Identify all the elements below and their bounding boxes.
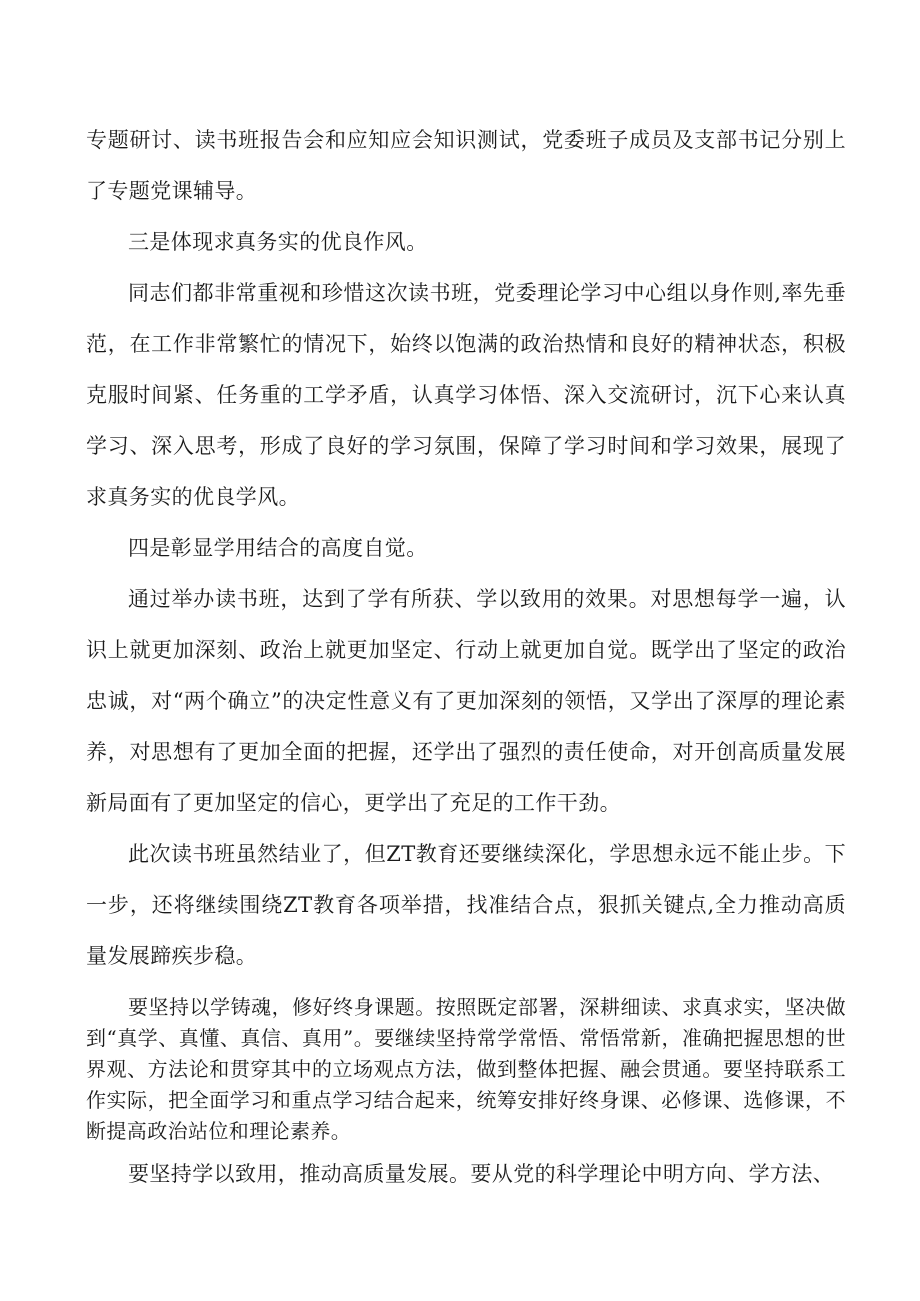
paragraph-apply-learning: 要坚持学以致用，推动高质量发展。要从党的科学理论中明方向、学方法、	[128, 1162, 835, 1186]
paragraph-next-steps: 此次读书班虽然结业了，但ZT教育还要继续深化，学思想永远不能止步。下一步，还将继续围绕ZT教育各项举措，找准结合点，狠抓关键点,全力推动高质量发展蹄疾步稳。	[86, 842, 846, 968]
paragraph-study-attitude: 同志们都非常重视和珍惜这次读书班，党委理论学习中心组以身作则,率先垂范，在工作非常繁忙的情况下，始终以饱满的政治热情和良好的精神状态，积极克服时间紧、任务重的工学矛盾，认真学习体悟、深入交流研讨，沉下心来认真学习、深入思考，形成了良好的学习氛围，保障了学习时间和学习效果，展现了求真务实的优良学风。	[86, 281, 846, 509]
paragraph-lifelong-learning: 要坚持以学铸魂，修好终身课题。按照既定部署，深耕细读、求真求实，坚决做到“真学、真懂、真信、真用”。要继续坚持常学常悟、常悟常新，准确把握思想的世界观、方法论和贯穿其中的立场观点方法，做到整体把握、融会贯通。要坚持联系工作实际，把全面学习和重点学习结合起来，统筹安排好终身课、必修课、选修课，不断提高政治站位和理论素养。	[86, 995, 846, 1143]
section-heading-four: 四是彰显学用结合的高度自觉。	[128, 536, 428, 560]
paragraph-study-outcome: 通过举办读书班，达到了学有所获、学以致用的效果。对思想每学一遍，认识上就更加深刻、政治上就更加坚定、行动上就更加自觉。既学出了坚定的政治忠诚，对“两个确立”的决定性意义有了更加深刻的领悟，又学出了深厚的理论素养，对思想有了更加全面的把握，还学出了强烈的责任使命，对开创高质量发展新局面有了更加坚定的信心，更学出了充足的工作干劲。	[86, 587, 846, 815]
paragraph-continuation: 专题研讨、读书班报告会和应知应会知识测试，党委班子成员及支部书记分别上了专题党课辅导。	[86, 128, 846, 203]
section-heading-three: 三是体现求真务实的优良作风。	[128, 230, 428, 254]
